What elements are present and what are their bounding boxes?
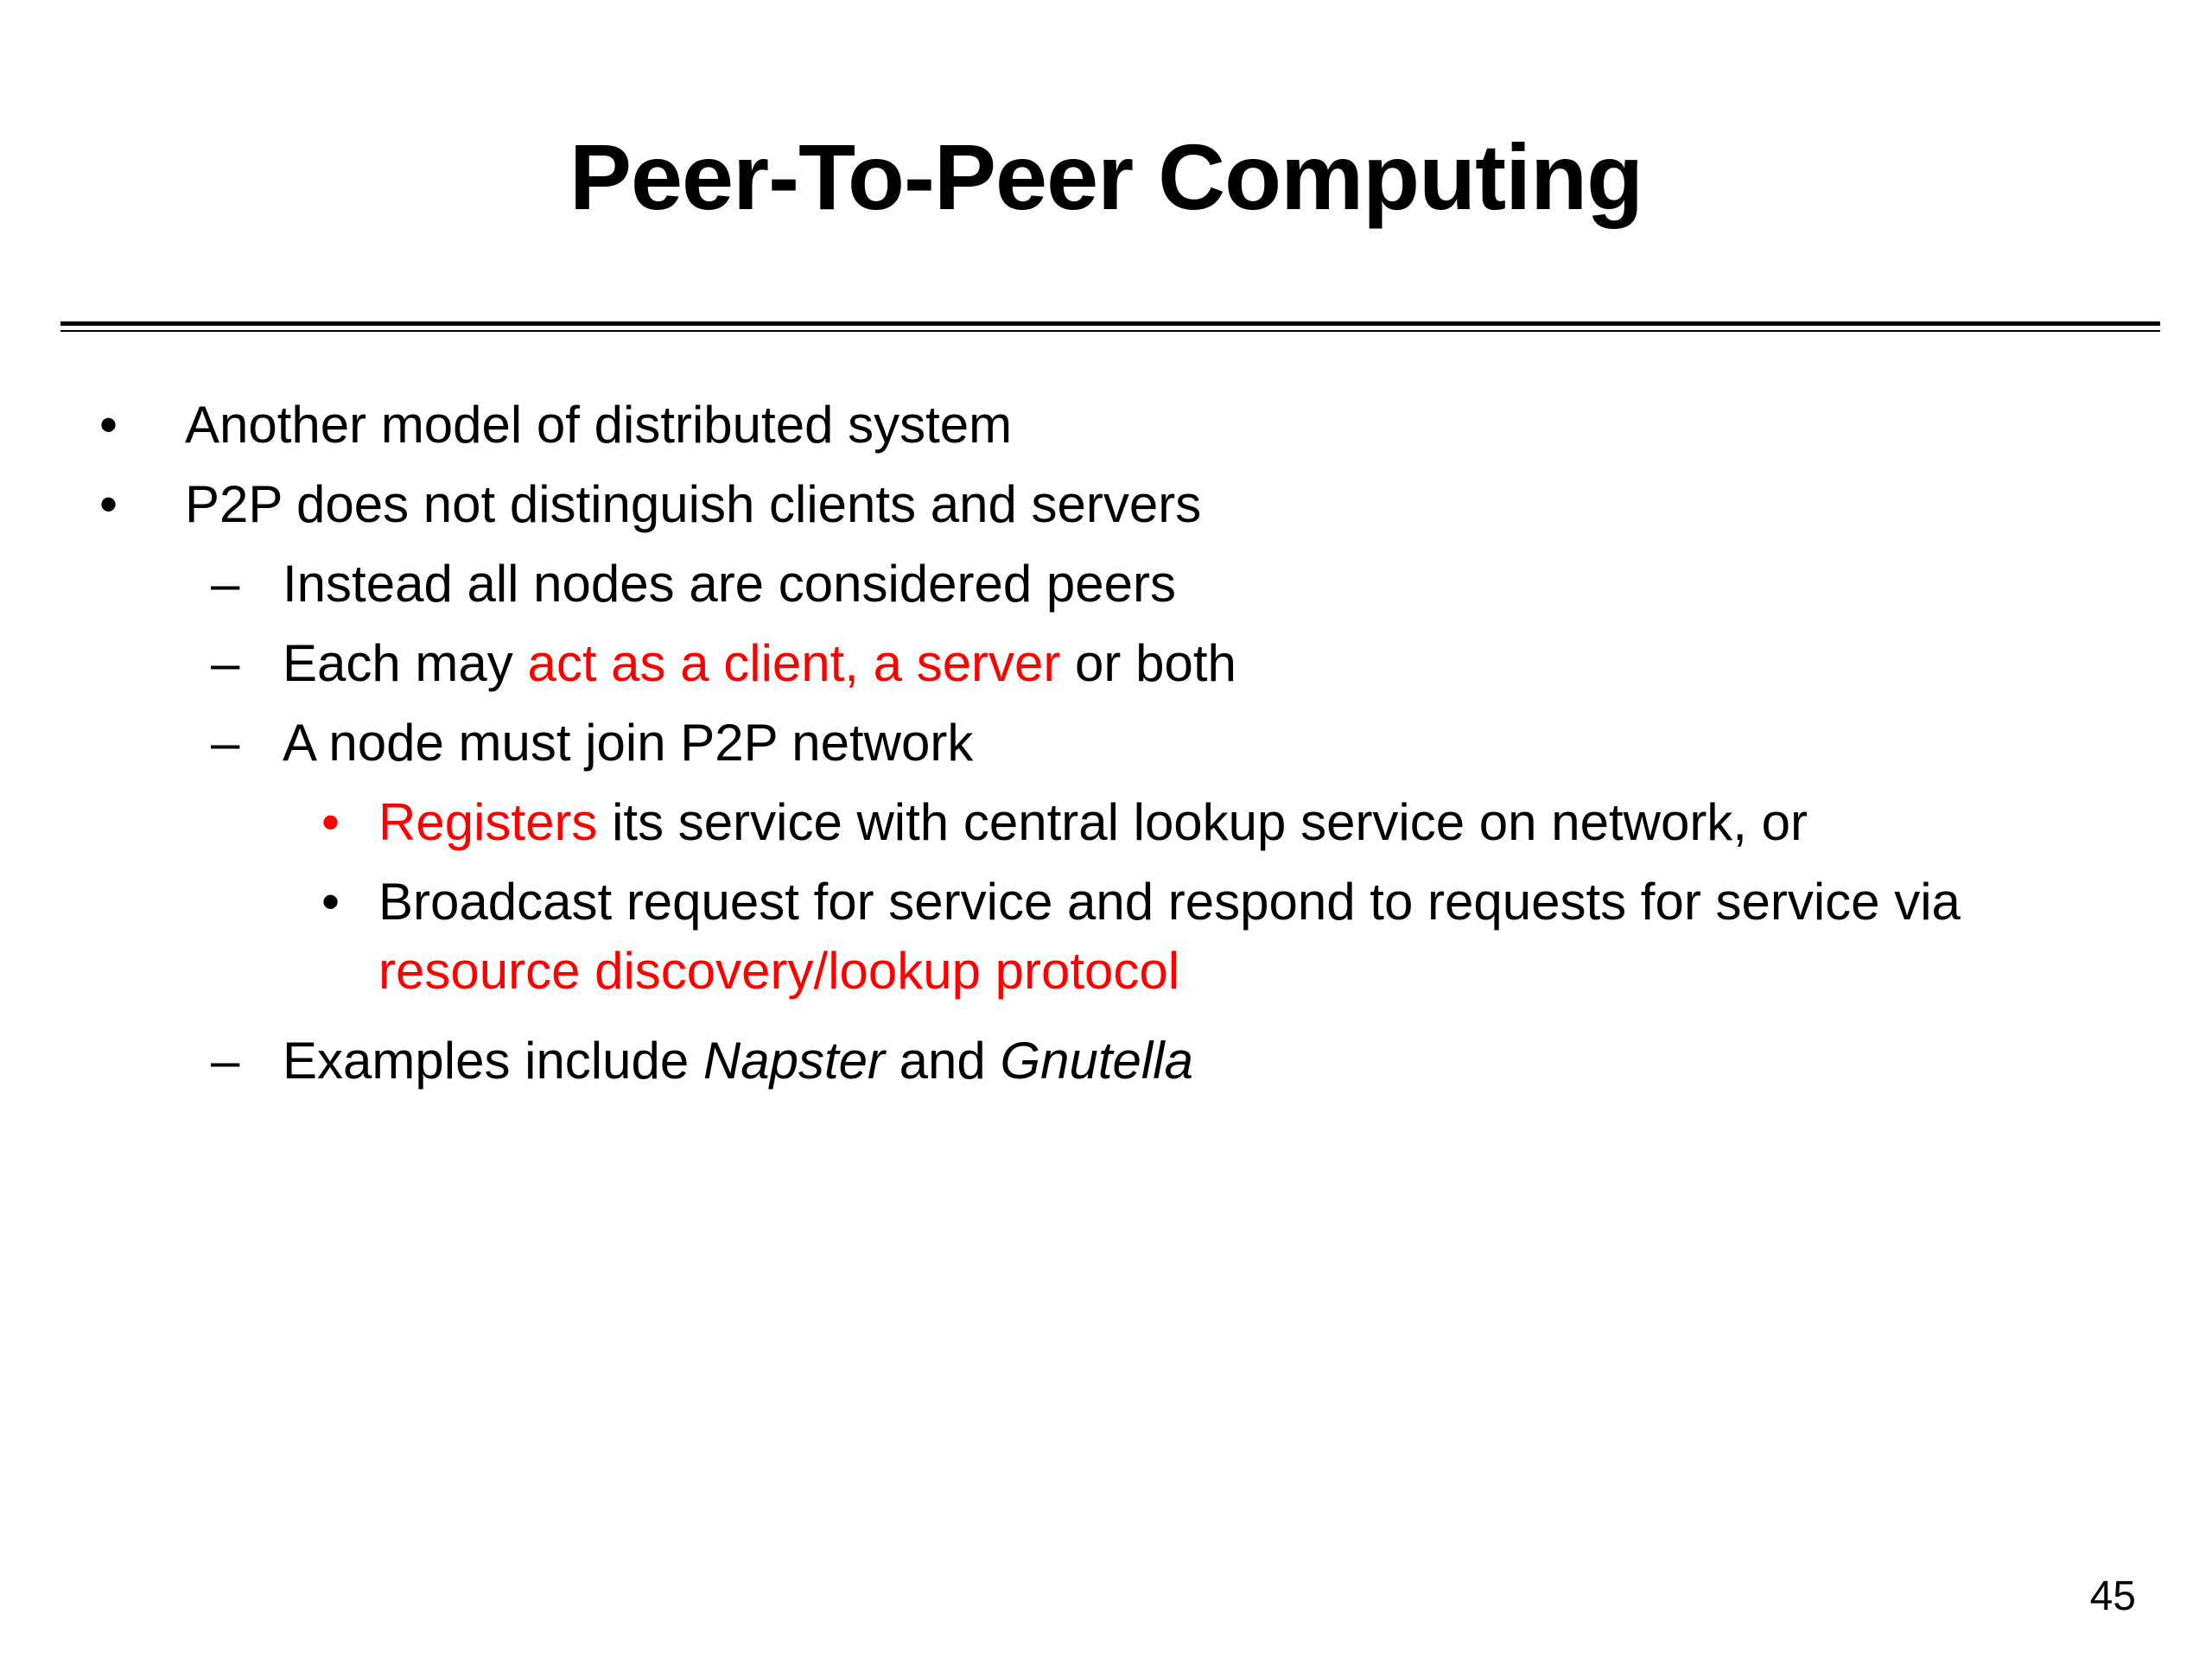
text-segment: its service with central lookup service on network, or xyxy=(597,793,1808,851)
dash-marker: – xyxy=(211,1032,240,1090)
highlighted-text: resource discovery/lookup protocol xyxy=(378,942,1180,1000)
bullet-marker: • xyxy=(321,793,340,851)
bullet-item xyxy=(0,465,2212,544)
text-segment: Each may xyxy=(283,634,528,692)
text-segment: and xyxy=(885,1032,1001,1090)
sub-sub-bullet-item xyxy=(0,783,2212,862)
sub-bullet-text xyxy=(283,624,1236,703)
sub-sub-bullet-continuation xyxy=(0,942,2212,1011)
sub-bullet-text: A node must join P2P network xyxy=(283,714,974,772)
title-divider-thick xyxy=(60,321,2160,326)
sub-sub-bullet-item xyxy=(0,862,2212,942)
page-number: 45 xyxy=(2089,1573,2136,1619)
bullet-marker: • xyxy=(321,873,340,931)
text-segment: or both xyxy=(1060,634,1236,692)
bullet-text: Another model of distributed system xyxy=(185,396,1013,454)
sub-bullet-text xyxy=(283,1021,1193,1101)
sub-bullet-item xyxy=(0,1021,2212,1101)
highlighted-text: Registers xyxy=(378,793,598,851)
bullet-item xyxy=(0,385,2212,465)
italic-text: Gnutella xyxy=(1000,1032,1193,1090)
text-segment: Examples include xyxy=(283,1032,703,1090)
slide-title: Peer-To-Peer Computing xyxy=(569,124,1643,229)
sub-bullet-text: Instead all nodes are considered peers xyxy=(283,555,1177,613)
title-divider-thin xyxy=(60,330,2160,332)
highlighted-text: act as a client, a server xyxy=(527,634,1061,692)
sub-bullet-item xyxy=(0,703,2212,783)
dash-marker: – xyxy=(211,634,240,692)
sub-sub-bullet-text: Broadcast request for service and respond to requests for service via xyxy=(378,873,1961,931)
sub-bullet-item xyxy=(0,544,2212,624)
italic-text: Napster xyxy=(702,1032,886,1090)
sub-bullet-item xyxy=(0,624,2212,703)
dash-marker: – xyxy=(211,555,240,613)
sub-sub-bullet-text xyxy=(378,783,1808,862)
bullet-marker: • xyxy=(99,396,118,454)
bullet-text: P2P does not distinguish clients and servers xyxy=(185,475,1202,533)
bullet-marker: • xyxy=(99,475,118,533)
dash-marker: – xyxy=(211,714,240,772)
slide-body xyxy=(0,385,2212,1101)
